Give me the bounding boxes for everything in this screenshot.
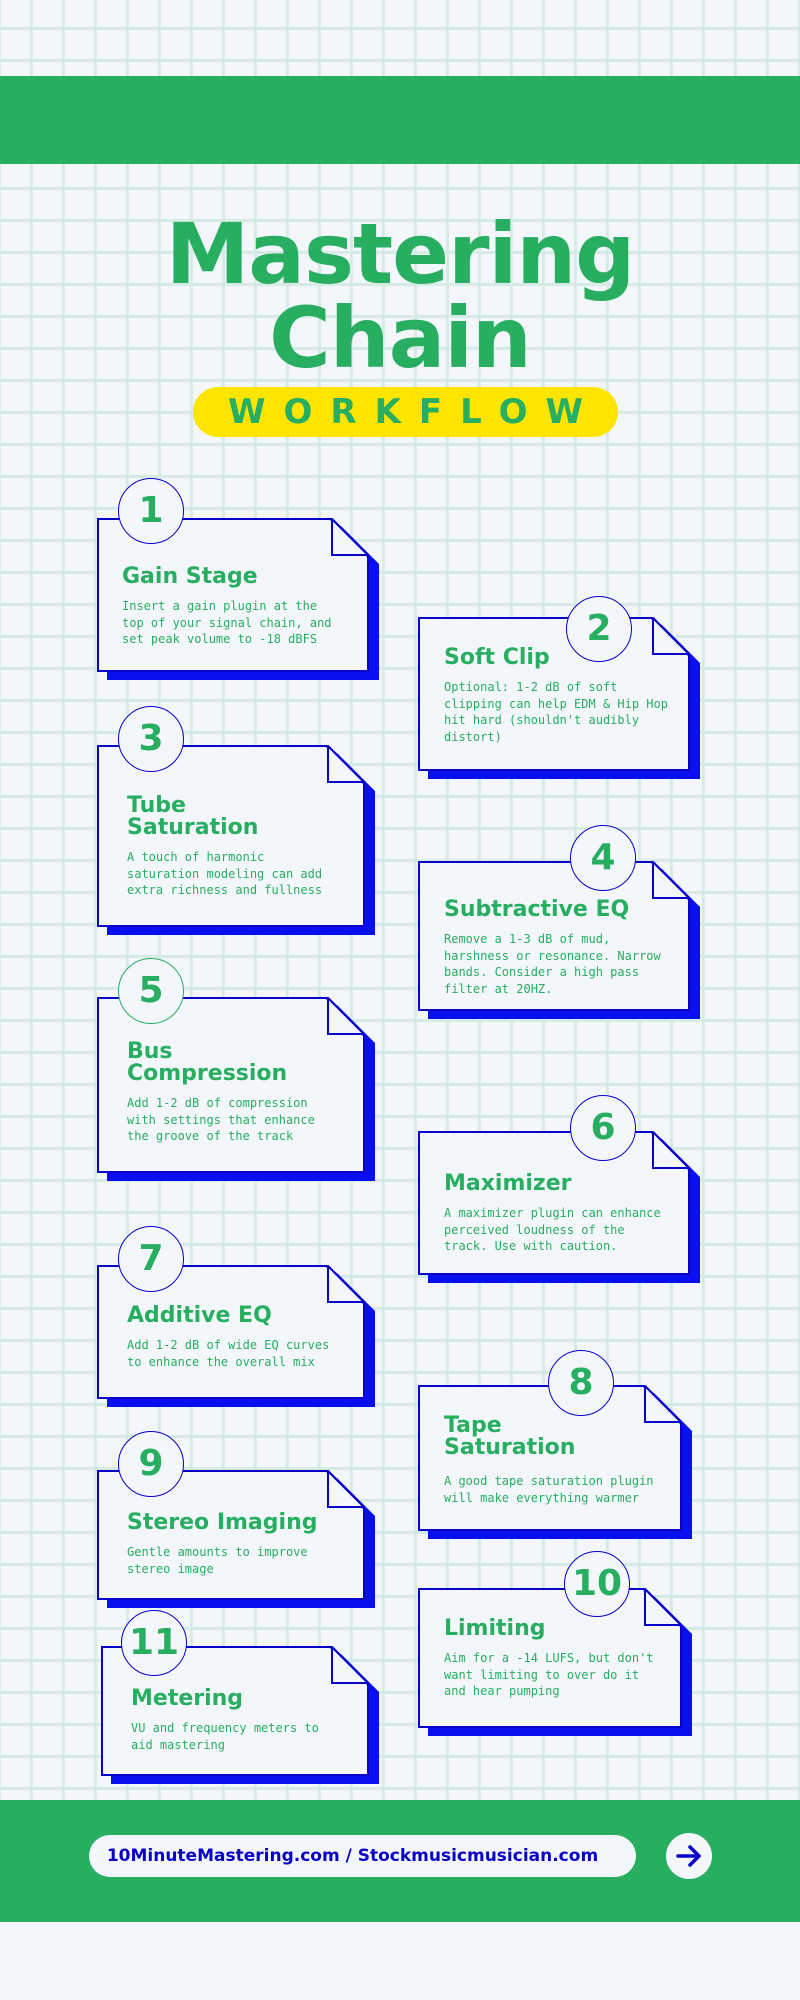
folded-corner-icon bbox=[644, 1588, 682, 1626]
step-title-line: Maximizer bbox=[444, 1171, 572, 1196]
step-number-badge: 1 bbox=[118, 478, 184, 544]
step-title-line: Compression bbox=[127, 1061, 288, 1086]
step-description-line: VU and frequency meters to bbox=[131, 1721, 319, 1735]
step-description-line: want limiting to over do it bbox=[444, 1667, 640, 1682]
step-title-line: Soft Clip bbox=[444, 645, 550, 670]
step-description-line: filter at 20HZ. bbox=[444, 981, 553, 996]
step-description-line: perceived loudness of the bbox=[444, 1222, 625, 1237]
step-title bbox=[127, 795, 258, 839]
top-banner bbox=[0, 76, 800, 164]
subtitle-badge: WORKFLOW bbox=[193, 387, 618, 437]
step-description bbox=[444, 1650, 654, 1700]
step-title bbox=[444, 899, 629, 921]
step-description-line: top of your signal chain, and bbox=[122, 615, 332, 630]
step-title-line: Additive EQ bbox=[127, 1303, 272, 1328]
step-description-line: A good tape saturation plugin bbox=[444, 1474, 654, 1488]
step-title-line: Limiting bbox=[444, 1616, 546, 1641]
step-description-line: aid mastering bbox=[131, 1737, 225, 1752]
step-title bbox=[444, 1618, 546, 1640]
step-description-line: A touch of harmonic bbox=[127, 850, 265, 864]
title-line-2: Chain bbox=[269, 289, 531, 387]
step-description-line: the groove of the track bbox=[127, 1129, 294, 1143]
step-description-line: will make everything warmer bbox=[444, 1490, 640, 1505]
step-description bbox=[127, 1337, 329, 1370]
folded-corner-icon bbox=[644, 1385, 682, 1423]
step-title bbox=[127, 1512, 317, 1534]
page-title bbox=[0, 205, 800, 387]
step-description-line: to enhance the overall mix bbox=[127, 1354, 315, 1369]
step-title-line: Tape bbox=[444, 1413, 502, 1438]
card-face bbox=[99, 520, 367, 670]
folded-corner-icon bbox=[327, 1470, 365, 1508]
folded-corner-icon bbox=[652, 617, 690, 655]
step-number-badge: 5 bbox=[118, 958, 184, 1024]
step-description bbox=[444, 1205, 661, 1255]
step-description-line: set peak volume to -18 dBFS bbox=[122, 632, 318, 646]
step-description bbox=[127, 849, 322, 899]
arrow-right-button[interactable] bbox=[666, 1833, 712, 1879]
step-title bbox=[127, 1305, 272, 1327]
step-description bbox=[127, 1544, 308, 1577]
step-description bbox=[444, 931, 661, 997]
step-card bbox=[97, 997, 375, 1181]
step-description-line: Gentle amounts to improve bbox=[127, 1545, 308, 1559]
folded-corner-icon bbox=[327, 997, 365, 1035]
step-description-line: and hear pumping bbox=[444, 1684, 560, 1698]
step-title-line: Stereo Imaging bbox=[127, 1510, 318, 1535]
step-card bbox=[418, 617, 700, 779]
step-description bbox=[122, 598, 332, 648]
step-description-line: with settings that enhance bbox=[127, 1112, 315, 1127]
step-card bbox=[97, 518, 379, 680]
step-title bbox=[444, 1173, 572, 1195]
step-title bbox=[127, 1041, 287, 1085]
step-card bbox=[418, 1588, 692, 1736]
step-description-line: harshness or resonance. Narrow bbox=[444, 948, 661, 963]
step-description bbox=[444, 1473, 654, 1506]
step-card bbox=[418, 861, 700, 1019]
step-title-line: Gain Stage bbox=[122, 564, 258, 589]
step-description-line: bands. Consider a high pass bbox=[444, 965, 640, 979]
step-number-badge: 2 bbox=[566, 596, 632, 662]
step-description-line: Insert a gain plugin at the bbox=[122, 599, 318, 613]
arrow-right-icon bbox=[666, 1833, 712, 1879]
step-description-line: stereo image bbox=[127, 1561, 214, 1576]
step-description-line: A maximizer plugin can enhance bbox=[444, 1206, 661, 1220]
step-title-line: Tube bbox=[127, 793, 186, 818]
step-title-line: Subtractive EQ bbox=[444, 897, 630, 922]
step-description-line: Remove a 1-3 dB of mud, bbox=[444, 932, 611, 946]
step-title bbox=[122, 566, 258, 588]
step-number-badge: 9 bbox=[118, 1431, 184, 1497]
step-title bbox=[131, 1688, 243, 1710]
step-card bbox=[418, 1131, 700, 1283]
step-description-line: Optional: 1-2 dB of soft bbox=[444, 680, 618, 694]
step-description-line: clipping can help EDM & Hip Hop bbox=[444, 696, 668, 711]
bottom-margin bbox=[0, 1922, 800, 2000]
folded-corner-icon bbox=[652, 1131, 690, 1169]
step-description-line: distort) bbox=[444, 729, 502, 744]
folded-corner-icon bbox=[327, 745, 365, 783]
step-description bbox=[127, 1095, 315, 1145]
step-title-line: Saturation bbox=[127, 815, 259, 840]
step-description bbox=[131, 1720, 319, 1753]
step-description-line: Aim for a -14 LUFS, but don't bbox=[444, 1651, 654, 1665]
footer-link[interactable]: 10MinuteMastering.com / Stockmusicmusician.com bbox=[89, 1835, 636, 1877]
folded-corner-icon bbox=[327, 1265, 365, 1303]
step-title-line: Bus bbox=[127, 1039, 173, 1064]
folded-corner-icon bbox=[652, 861, 690, 899]
step-description-line: extra richness and fullness bbox=[127, 883, 323, 897]
step-number-badge: 3 bbox=[118, 706, 184, 772]
step-description-line: hit hard (shouldn't audibly bbox=[444, 713, 640, 727]
step-title-line: Metering bbox=[131, 1686, 244, 1711]
step-number-badge: 10 bbox=[564, 1551, 630, 1617]
step-number-badge: 11 bbox=[121, 1610, 187, 1676]
step-number-badge: 6 bbox=[570, 1095, 636, 1161]
step-card bbox=[418, 1385, 692, 1539]
step-title bbox=[444, 647, 550, 669]
step-title-line: Saturation bbox=[444, 1435, 576, 1460]
step-card bbox=[97, 745, 375, 935]
title-line-1: Mastering bbox=[165, 205, 635, 303]
step-description-line: Add 1-2 dB of compression bbox=[127, 1096, 308, 1110]
step-number-badge: 8 bbox=[548, 1350, 614, 1416]
step-description-line: saturation modeling can add bbox=[127, 866, 323, 881]
step-description-line: track. Use with caution. bbox=[444, 1239, 618, 1253]
step-description bbox=[444, 679, 668, 745]
step-title bbox=[444, 1415, 575, 1459]
step-number-badge: 4 bbox=[570, 825, 636, 891]
folded-corner-icon bbox=[331, 1646, 369, 1684]
step-number-badge: 7 bbox=[118, 1226, 184, 1292]
folded-corner-icon bbox=[331, 518, 369, 556]
step-description-line: Add 1-2 dB of wide EQ curves bbox=[127, 1338, 330, 1352]
